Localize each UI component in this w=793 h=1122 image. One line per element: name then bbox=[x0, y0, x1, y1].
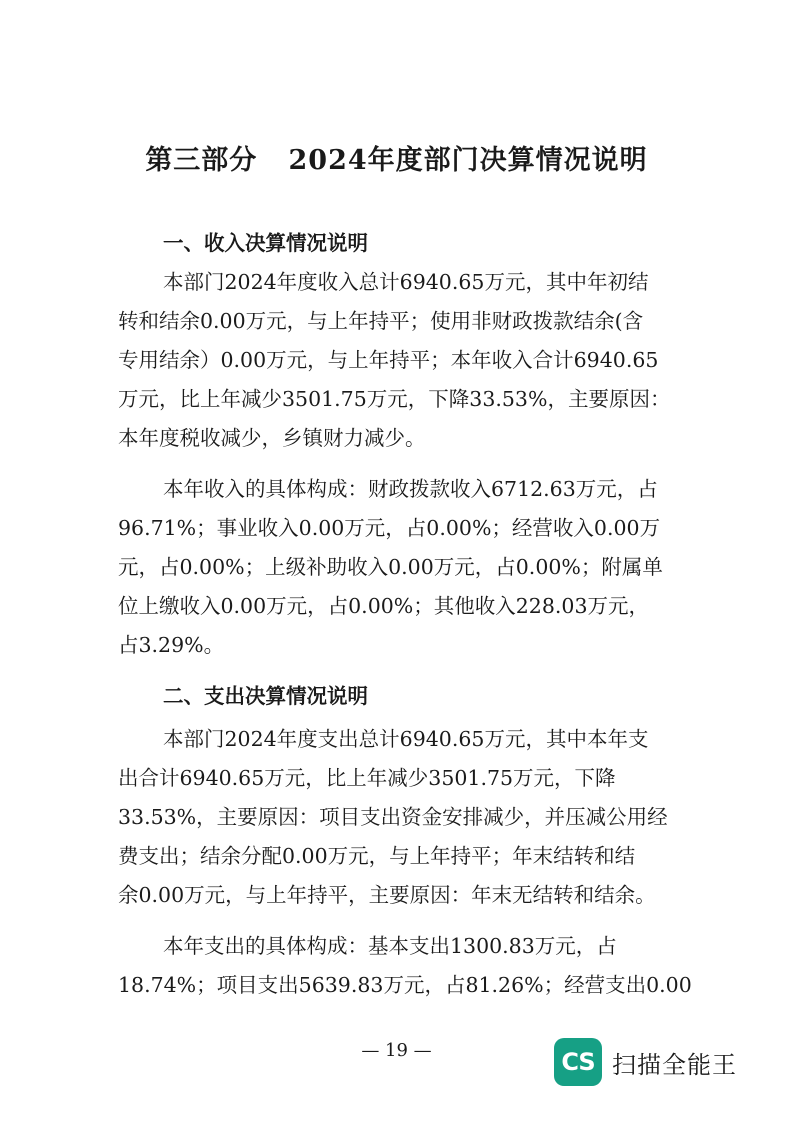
page-title: 第三部分 2024年度部门决算情况说明 bbox=[145, 145, 648, 176]
text-line: 本年支出的具体构成：基本支出1300.83万元，占 bbox=[163, 934, 617, 958]
text-line: 余0.00万元，与上年持平，主要原因：年末无结转和结余。 bbox=[118, 883, 656, 907]
text-line: 本部门2024年度收入总计6940.65万元，其中年初结 bbox=[163, 270, 649, 294]
text-line: 占3.29%。 bbox=[118, 633, 225, 657]
text-line: 本年收入的具体构成：财政拨款收入6712.63万元，占 bbox=[163, 477, 658, 501]
text-line: 费支出；结余分配0.00万元，与上年持平；年末结转和结 bbox=[118, 844, 636, 868]
watermark-app-name: 扫描全能王 bbox=[612, 1050, 737, 1079]
text-line: 出合计6940.65万元，比上年减少3501.75万元，下降 bbox=[118, 766, 616, 790]
page-number: — 19 — bbox=[361, 1040, 432, 1061]
scanner-watermark bbox=[554, 1038, 737, 1086]
text-line: 33.53%，主要原因：项目支出资金安排减少，并压减公用经 bbox=[118, 805, 668, 829]
text-line: 18.74%；项目支出5639.83万元，占81.26%；经营支出0.00 bbox=[118, 973, 692, 997]
text-line: 转和结余0.00万元，与上年持平；使用非财政拨款结余(含 bbox=[118, 309, 644, 333]
text-line: 元，占0.00%；上级补助收入0.00万元，占0.00%；附属单 bbox=[118, 555, 663, 579]
camscanner-logo-icon: CS bbox=[554, 1038, 602, 1086]
section-heading-expenditure: 二、支出决算情况说明 bbox=[163, 684, 368, 708]
text-line: 96.71%；事业收入0.00万元，占0.00%；经营收入0.00万 bbox=[118, 516, 661, 540]
text-line: 位上缴收入0.00万元，占0.00%；其他收入228.03万元， bbox=[118, 594, 649, 618]
section-heading-income: 一、收入决算情况说明 bbox=[163, 231, 368, 255]
text-line: 专用结余）0.00万元，与上年持平；本年收入合计6940.65 bbox=[118, 348, 659, 372]
text-line: 本年度税收减少，乡镇财力减少。 bbox=[118, 426, 426, 450]
text-line: 本部门2024年度支出总计6940.65万元，其中本年支 bbox=[163, 727, 649, 751]
text-line: 万元，比上年减少3501.75万元，下降33.53%，主要原因： bbox=[118, 387, 671, 411]
